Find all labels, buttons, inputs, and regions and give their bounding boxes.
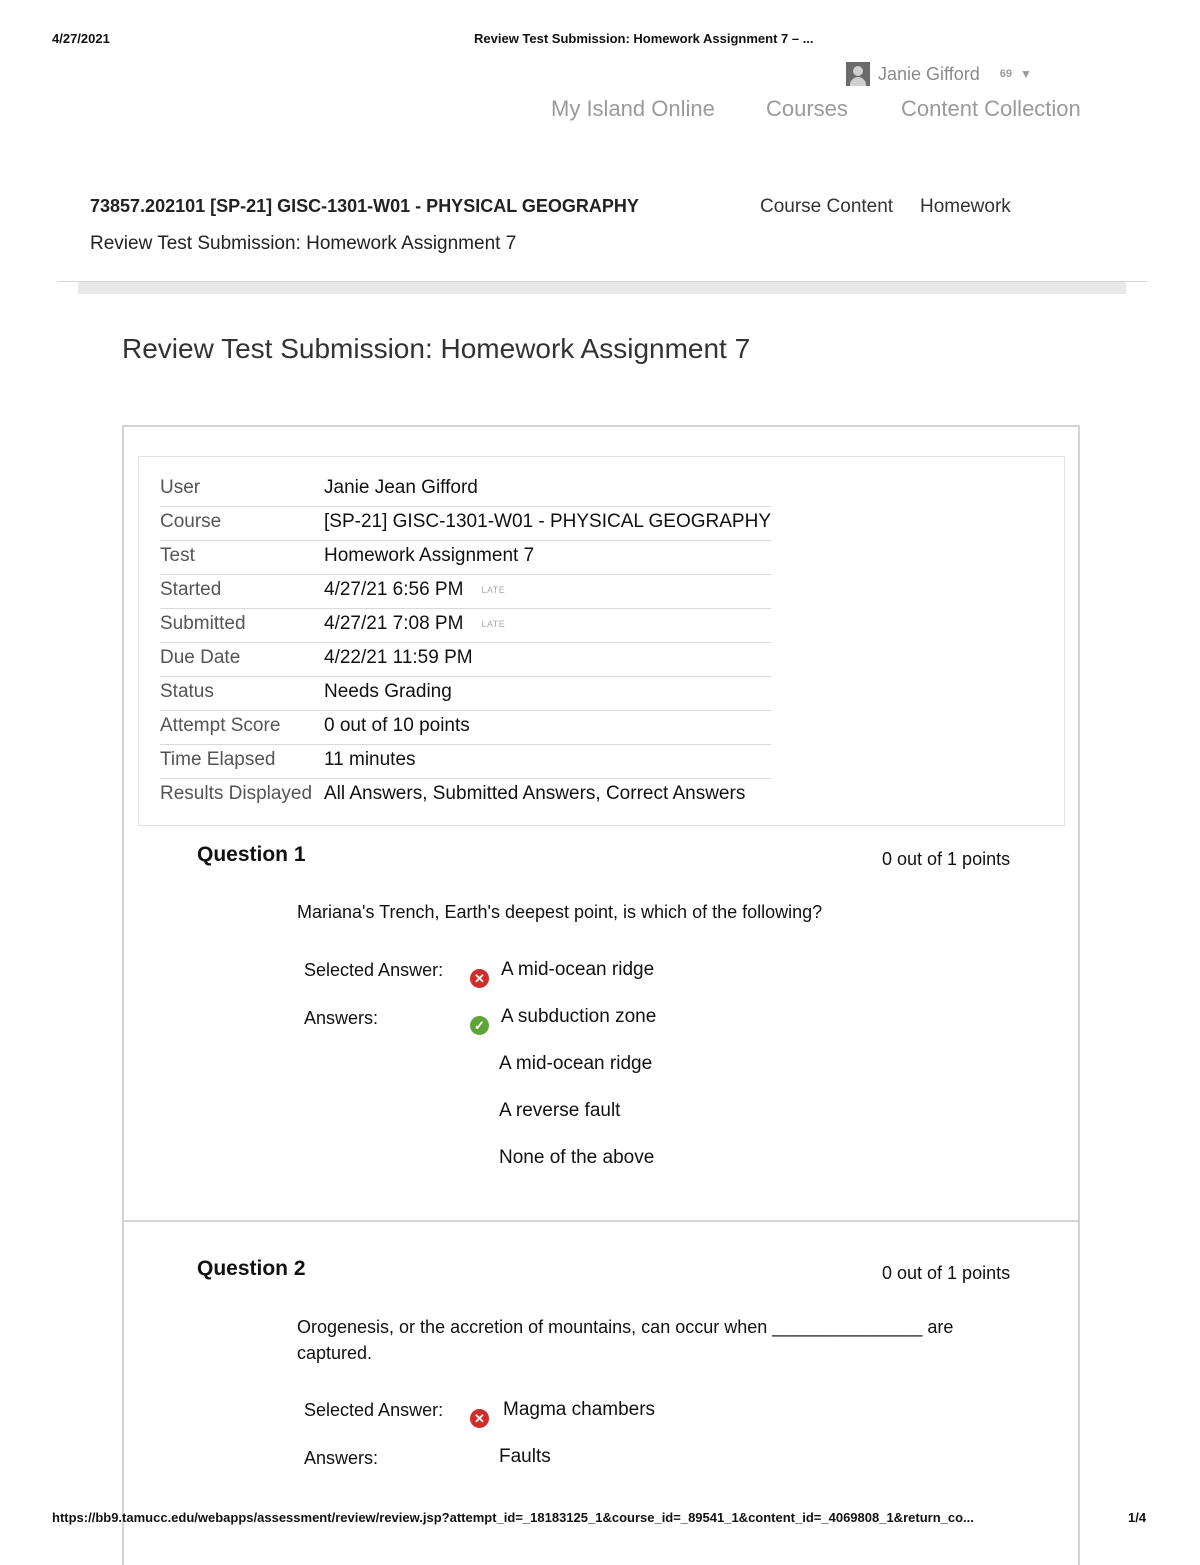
summary-row-submitted: [160, 608, 771, 643]
notification-badge[interactable]: 69: [999, 68, 1012, 80]
summary-row-due-date: [160, 642, 771, 677]
question-points: 0 out of 1 points: [882, 849, 1011, 869]
summary-value: [324, 681, 452, 703]
header-shadow: [78, 282, 1126, 294]
question-text: Orogenesis, or the accretion of mountains, can occur when _______________ are captured.: [297, 1317, 954, 1363]
correct-icon: ✓: [470, 1016, 489, 1035]
selected-answer-label: Selected Answer:: [304, 1400, 444, 1420]
summary-row-test: [160, 540, 771, 575]
course-link-homework[interactable]: Homework: [920, 196, 1011, 217]
answers-label: Answers:: [304, 1448, 379, 1468]
summary-label: Submitted: [160, 613, 246, 634]
summary-label: Course: [160, 511, 222, 532]
summary-row-results-displayed: [160, 778, 771, 812]
incorrect-icon: ✕: [470, 1409, 489, 1428]
course-link-content[interactable]: Course Content: [760, 196, 894, 217]
question-divider: [124, 1220, 1078, 1222]
avatar: [846, 62, 870, 86]
summary-value-text: 0 out of 10 points: [324, 715, 470, 736]
incorrect-icon: ✕: [470, 969, 489, 988]
question-text: Mariana's Trench, Earth's deepest point, is which of the following?: [297, 902, 823, 922]
question-title: Question 2: [197, 1257, 306, 1280]
summary-label: Due Date: [160, 647, 241, 668]
question-points: 0 out of 1 points: [882, 1263, 1011, 1283]
summary-value: [324, 749, 416, 771]
summary-value-text: 4/27/21 7:08 PM: [324, 613, 464, 634]
summary-value-text: All Answers, Submitted Answers, Correct Answers: [324, 783, 746, 804]
page-title: Review Test Submission: Homework Assignment 7: [122, 333, 751, 364]
answers-label: Answers:: [304, 1008, 379, 1028]
summary-label: Attempt Score: [160, 715, 281, 736]
summary-label: Time Elapsed: [160, 749, 276, 770]
summary-row-attempt-score: [160, 710, 771, 745]
nav-courses[interactable]: Courses: [766, 96, 848, 121]
summary-row-time-elapsed: [160, 744, 771, 779]
selected-answer-label: Selected Answer:: [304, 960, 444, 980]
summary-label: Test: [160, 545, 195, 566]
question-title: Question 1: [197, 843, 306, 866]
answer-option: Faults: [499, 1446, 551, 1467]
summary-value-text: Homework Assignment 7: [324, 545, 535, 566]
summary-label: Status: [160, 681, 214, 702]
nav-my-island-online[interactable]: My Island Online: [551, 96, 715, 121]
summary-value: [324, 715, 470, 737]
summary-value: [324, 477, 478, 499]
late-badge: LATE: [481, 584, 506, 595]
summary-value-text: 4/22/21 11:59 PM: [324, 647, 473, 668]
summary-value-text: Janie Jean Gifford: [324, 477, 478, 498]
answer-option: A mid-ocean ridge: [499, 1053, 653, 1074]
summary-value: [324, 511, 771, 533]
summary-value-text: Needs Grading: [324, 681, 452, 702]
nav-content-collection[interactable]: Content Collection: [901, 96, 1081, 121]
summary-label: User: [160, 477, 201, 498]
summary-label: Results Displayed: [160, 783, 313, 804]
summary-value: [324, 783, 745, 805]
user-name: Janie Gifford: [878, 63, 980, 84]
answer-option: A subduction zone: [501, 1006, 657, 1027]
summary-row-status: [160, 676, 771, 711]
chevron-down-icon[interactable]: ▼: [1019, 67, 1032, 81]
print-page-number: 1/4: [1128, 1510, 1147, 1525]
late-badge: LATE: [481, 618, 506, 629]
summary-value: [324, 545, 534, 567]
print-date: 4/27/2021: [52, 31, 110, 46]
selected-answer: A mid-ocean ridge: [501, 959, 655, 980]
summary-value-text: [SP-21] GISC-1301-W01 - PHYSICAL GEOGRAPHY: [324, 511, 771, 532]
summary-value: [324, 579, 505, 601]
summary-value-text: 4/27/21 6:56 PM: [324, 579, 464, 600]
answer-option: A reverse fault: [499, 1100, 621, 1121]
summary-label: Started: [160, 579, 222, 600]
print-title: Review Test Submission: Homework Assignment 7 – ...: [474, 31, 814, 46]
selected-answer: Magma chambers: [503, 1399, 656, 1420]
user-menu[interactable]: [846, 62, 1032, 86]
summary-row-course: [160, 506, 771, 541]
summary-row-user: [160, 472, 771, 507]
summary-row-started: [160, 574, 771, 609]
print-url: https://bb9.tamucc.edu/webapps/assessment/review/review.jsp?attempt_id=_18183125_1&course_id=_89541_1&content_id=_4069808_1&return_co...: [52, 1510, 974, 1525]
breadcrumb: Review Test Submission: Homework Assignment 7: [90, 233, 517, 254]
summary-value: [324, 613, 505, 635]
answer-option: None of the above: [499, 1147, 655, 1168]
course-title[interactable]: 73857.202101 [SP-21] GISC-1301-W01 - PHYSICAL GEOGRAPHY: [90, 196, 639, 216]
summary-value-text: 11 minutes: [324, 749, 416, 770]
summary-value: [324, 647, 473, 669]
